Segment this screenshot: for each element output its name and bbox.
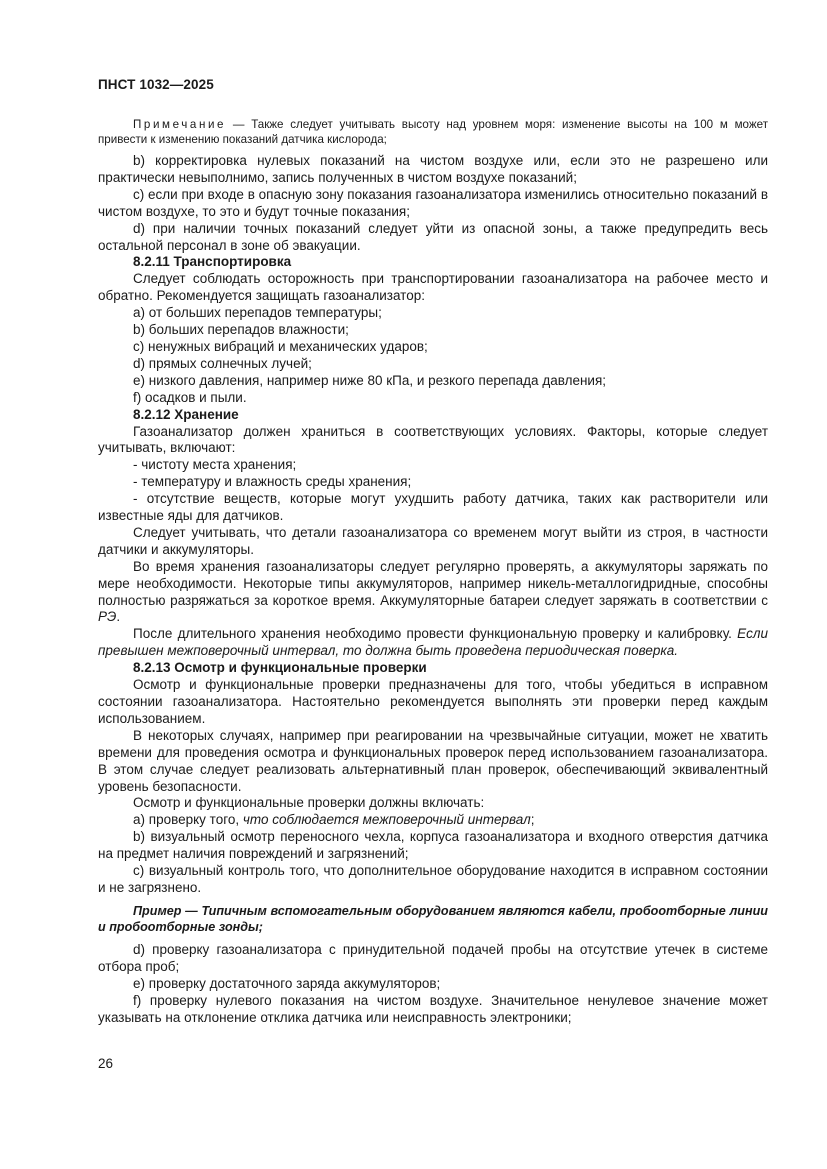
transport-item: d) прямых солнечных лучей; [133,355,312,371]
inspection-item-a [98,812,768,829]
inspection-a-text: a) проверку того, [133,812,243,828]
storage-item: - отсутствие веществ, которые могут ухудшить работу датчика, таких как растворители или известные яды для датчиков. [98,491,768,524]
storage-p3-text: После длительного хранения необходимо провести функциональную проверку и калибровку. [133,626,738,642]
transport-item: b) больших перепадов влажности; [133,322,349,338]
inspection-item-b: b) визуальный осмотр переносного чехла, корпуса газоанализатора и входного отверстия датчика на предмет наличия повреждений и загрязнений; [98,829,768,862]
example-paragraph: Пример — Типичным вспомогательным оборудованием являются кабели, пробоотборные линии и пробоотборные зонды; [98,903,768,935]
storage-item: - температуру и влажность среды хранения; [133,474,412,490]
note-label: Примечание [133,118,227,131]
storage-paragraph [98,559,768,627]
document-code-header: ПНСТ 1032—2025 [98,77,214,92]
storage-p2-text: Во время хранения газоанализаторы следует регулярно проверять, а аккумуляторы заряжать по мере необходимости. Некоторые типы аккумуляторов, например никель-металлогидридные, способны полностью разряжаться за короткое время. Аккумуляторные батареи следует заряжать в соответствии с [98,558,768,608]
inspection-a-end: ; [530,812,535,828]
note-text: — Также следует учитывать высоту над уровнем моря: изменение высоты на 100 м может привести к изменению показаний датчика кислорода; [98,118,768,146]
list-item-b: b) корректировка нулевых показаний на чистом воздухе или, если это не разрешено или практически невыполнимо, запись полученных в чистом воздухе показаний; [98,153,768,185]
storage-paragraph [98,626,768,660]
section-heading-inspection: 8.2.13 Осмотр и функциональные проверки [133,660,427,676]
section-heading-transport: 8.2.11 Транспортировка [133,254,292,270]
list-item-d: d) при наличии точных показаний следует уйти из опасной зоны, а также предупредить весь остальной персонал в зоне об эвакуации. [98,220,768,253]
list-item-c: c) если при входе в опасную зону показания газоанализатора изменились относительно показаний в чистом воздухе, то это и будут точные показания; [98,186,768,219]
storage-p2-end: . [116,609,121,625]
storage-item: - чистоту места хранения; [133,457,297,473]
transport-item: a) от больших перепадов температуры; [133,305,382,321]
transport-item: c) ненужных вибраций и механических ударов; [133,338,428,354]
section-heading-storage: 8.2.12 Хранение [133,406,239,422]
note-paragraph [98,117,768,147]
transport-item: e) низкого давления, например ниже 80 кПа, и резкого перепада давления; [133,372,607,388]
inspection-item-e: e) проверку достаточного заряда аккумуляторов; [133,975,441,991]
inspection-a-italic: что соблюдается межповерочный интервал [242,812,531,828]
storage-p2-ref: РЭ [98,609,117,625]
inspection-paragraph: Осмотр и функциональные проверки должны включать: [133,795,485,811]
storage-intro: Газоанализатор должен храниться в соответствующих условиях. Факторы, которые следует учитывать, включают: [98,423,768,456]
transport-intro: Следует соблюдать осторожность при транспортировании газоанализатора на рабочее место и обратно. Рекомендуется защищать газоанализатор: [98,271,768,304]
inspection-item-d: d) проверку газоанализатора с принудительной подачей пробы на отсутствие утечек в системе отбора проб; [98,941,768,974]
storage-paragraph: Следует учитывать, что детали газоанализатора со временем могут выйти из строя, в частности датчики и аккумуляторы. [98,524,768,557]
inspection-paragraph: Осмотр и функциональные проверки предназначены для того, чтобы убедиться в исправном состоянии газоанализатора. Настоятельно рекомендуется выполнять эти проверки перед каждым использованием. [98,677,768,726]
page-body [98,117,768,1026]
page-number: 26 [98,1056,114,1071]
inspection-item-c: c) визуальный контроль того, что дополнительное оборудование находится в исправном состоянии и не загрязнено. [98,863,768,895]
storage-p3-italic: Если превышен межповерочный интервал, то должна быть проведена периодическая поверка. [98,626,768,659]
inspection-paragraph: В некоторых случаях, например при реагировании на чрезвычайные ситуации, может не хватить времени для проведения осмотра и функциональных проверок перед использованием газоанализатора. В этом случае следует реализовать альтернативный план проверок, обеспечивающий эквивалентный уровень безопасности. [98,727,768,794]
inspection-item-f: f) проверку нулевого показания на чистом воздухе. Значительное ненулевое значение может указывать на отклонение отклика датчика или неисправность электроники; [98,992,768,1025]
transport-item: f) осадков и пыли. [133,389,247,405]
